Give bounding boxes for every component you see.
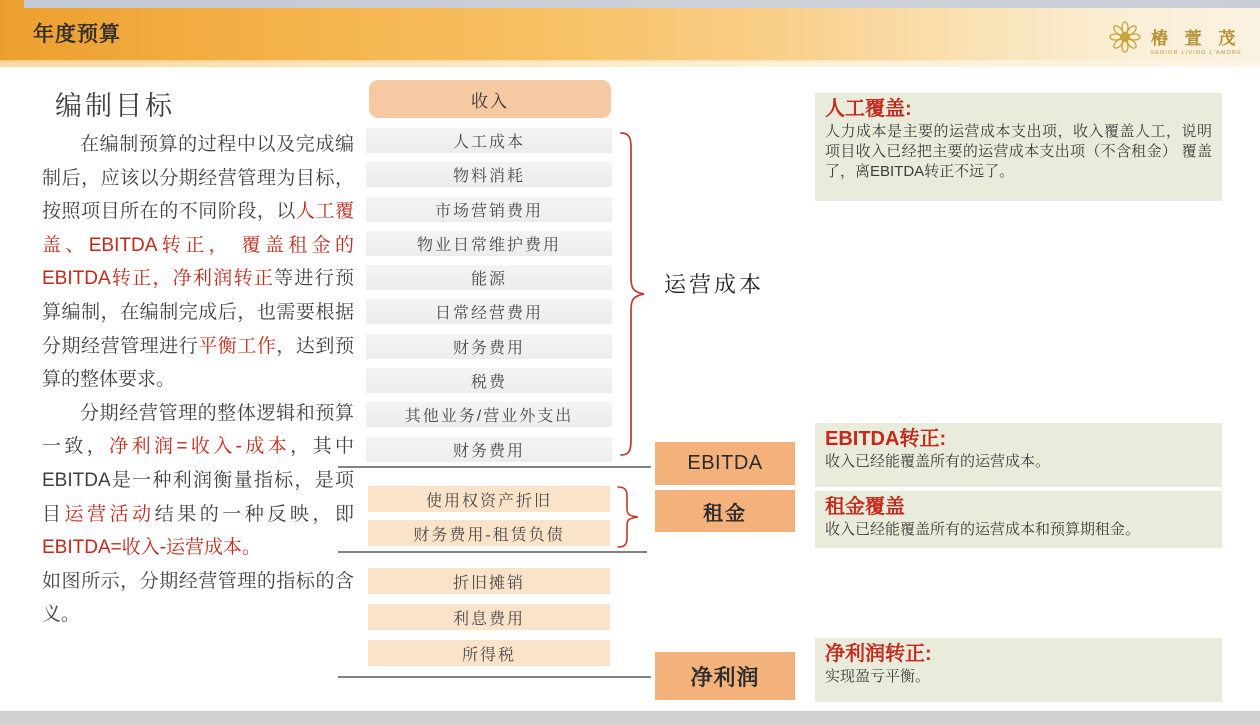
intro-paragraph: 分期经营管理的整体逻辑和预算一致，净利润=收入-成本，其中EBITDA是一种利润衡量指标，是项目运营活动结果的一种反映，即EBITDA=收入-运营成本。 <box>42 402 354 559</box>
panel-title: 净利润转正: <box>825 643 932 665</box>
operating-cost-list <box>366 128 612 462</box>
panel-title: 租金覆盖 <box>825 496 905 518</box>
operating-cost-label: 运营成本 <box>664 272 765 297</box>
operating-cost-item: 其他业务/营业外支出 <box>366 402 612 427</box>
brand-name: 椿 萱 茂 <box>1150 28 1242 48</box>
intro-paragraph: 如图所示，分期经营管理的指标的含义。 <box>42 570 354 626</box>
operating-cost-item: 物料消耗 <box>366 162 612 187</box>
intro-paragraph: 在编制预算的过程中以及完成编制后，应该以分期经营管理为目标，按照项目所在的不同阶段，以人工覆盖、EBITDA转正， 覆盖租金的EBITDA转正，净利润转正等进行预算编制，在编制完成后，也需要根据分期经营管理进行平衡工作，达到预算的整体要求。 <box>42 134 354 391</box>
panel-body: 人力成本是主要的运营成本支出项，收入覆盖人工，说明项目收入已经把主要的运营成本支出项（不含租金） 覆盖了，离EBITDA转正不远了。 <box>825 123 1212 180</box>
operating-cost-item: 市场营销费用 <box>366 197 612 222</box>
net-profit-positive-panel <box>815 638 1222 702</box>
operating-cost-item: 人工成本 <box>366 128 612 153</box>
operating-cost-item: 财务费用 <box>366 437 612 462</box>
income-box: 收入 <box>369 80 611 118</box>
operating-cost-brace <box>616 130 648 458</box>
net-profit-adjustment-item: 利息费用 <box>368 604 610 630</box>
net-profit-adjustment-list <box>368 568 610 666</box>
panel-body: 收入已经能覆盖所有的运营成本。 <box>825 453 1051 470</box>
rent-divider-line <box>338 551 647 553</box>
panel-title: 人工覆盖: <box>825 98 912 120</box>
operating-cost-item: 能源 <box>366 265 612 290</box>
header-bottom-strip <box>0 60 1260 67</box>
rent-coverage-panel <box>815 491 1222 548</box>
section-heading: 编制目标 <box>55 91 175 121</box>
rent-box: 租金 <box>655 490 795 532</box>
page-title: 年度预算 <box>33 23 121 46</box>
ebitda-divider-line <box>338 466 651 468</box>
header-bar <box>0 0 1260 62</box>
operating-cost-item: 税费 <box>366 368 612 393</box>
rent-brace <box>614 485 644 549</box>
net-profit-divider-line <box>338 676 651 678</box>
brand-flower-icon <box>1108 20 1142 59</box>
rent-adjustment-list <box>368 486 610 546</box>
rent-adjustment-item: 财务费用-租赁负债 <box>368 520 610 546</box>
brand-logo <box>1108 20 1242 59</box>
header-top-strip <box>24 0 1260 8</box>
ebitda-box: EBITDA <box>655 442 795 485</box>
net-profit-adjustment-item: 所得税 <box>368 640 610 666</box>
operating-cost-item: 日常经营费用 <box>366 299 612 324</box>
rent-adjustment-item: 使用权资产折旧 <box>368 486 610 512</box>
ebitda-positive-panel <box>815 423 1222 487</box>
bottom-bar <box>0 711 1260 725</box>
brand-subtitle: SENIOR LIVING L'AMORE <box>1150 49 1242 56</box>
labor-coverage-panel <box>815 93 1222 201</box>
panel-title: EBITDA转正: <box>825 428 947 450</box>
operating-cost-item: 物业日常维护费用 <box>366 231 612 256</box>
intro-text <box>42 128 354 632</box>
net-profit-box: 净利润 <box>655 652 795 700</box>
operating-cost-item: 财务费用 <box>366 334 612 359</box>
panel-body: 收入已经能覆盖所有的运营成本和预算期租金。 <box>825 521 1141 538</box>
panel-body: 实现盈亏平衡。 <box>825 668 931 685</box>
net-profit-adjustment-item: 折旧摊销 <box>368 568 610 594</box>
